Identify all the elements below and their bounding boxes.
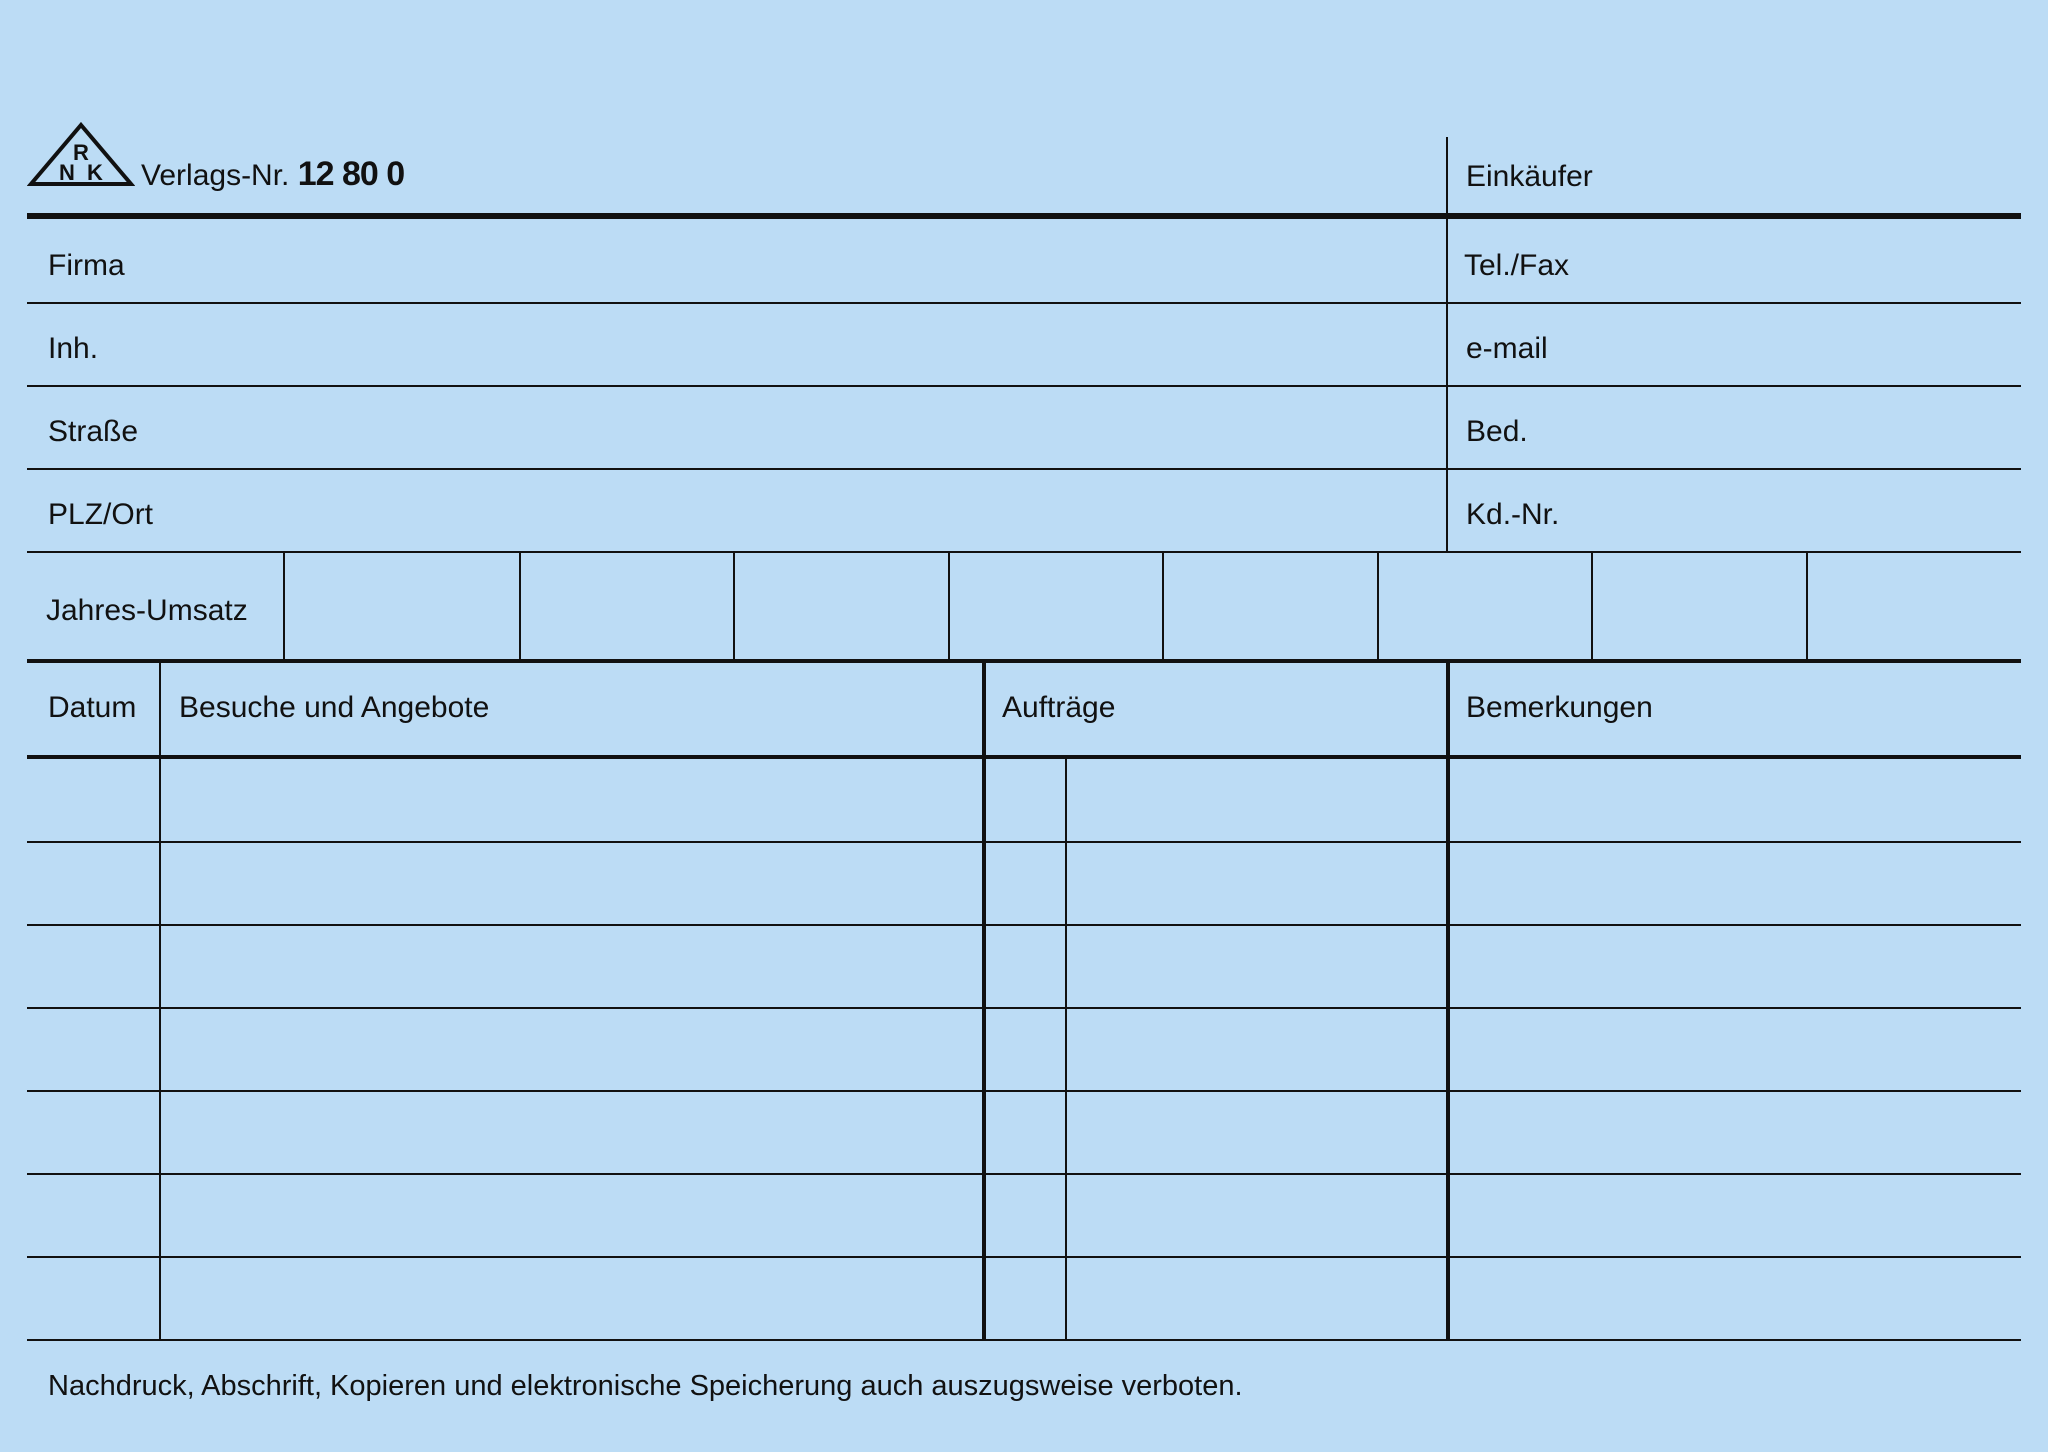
header-bemerkungen: Bemerkungen xyxy=(1466,691,1653,724)
svg-text:N: N xyxy=(59,160,75,185)
table-row-rule xyxy=(27,841,2021,843)
table-row-rule xyxy=(27,1173,2021,1175)
jahres-umsatz-label: Jahres-Umsatz xyxy=(46,594,248,627)
umsatz-bottom-rule xyxy=(27,659,2021,663)
footer-notice: Nachdruck, Abschrift, Kopieren und elektronische Speicherung auch auszugsweise verboten. xyxy=(48,1370,1243,1402)
verlags-number xyxy=(141,154,404,196)
field-inhaber: Inh. xyxy=(48,332,99,365)
right-divider xyxy=(1446,137,1448,552)
umsatz-cell-divider xyxy=(1591,552,1593,660)
row-rule xyxy=(27,302,2021,304)
table-row-rule xyxy=(27,924,2021,926)
row-rule xyxy=(27,385,2021,387)
col-divider-auftraege xyxy=(982,662,986,1341)
table-row-rule xyxy=(27,1256,2021,1258)
field-strasse: Straße xyxy=(48,415,139,448)
table-header-rule xyxy=(27,755,2021,759)
col-divider-auftraege-inner xyxy=(1065,757,1067,1341)
field-firma: Firma xyxy=(48,249,125,282)
field-plz-ort: PLZ/Ort xyxy=(48,498,154,531)
umsatz-cell-divider xyxy=(948,552,950,660)
row-rule xyxy=(27,468,2021,470)
umsatz-cell-divider xyxy=(1806,552,1808,660)
svg-text:R: R xyxy=(73,140,89,165)
rnk-logo xyxy=(27,122,135,190)
col-divider-datum xyxy=(159,662,161,1341)
table-row-rule xyxy=(27,1007,2021,1009)
umsatz-cell-divider xyxy=(519,552,521,660)
header-datum: Datum xyxy=(48,691,137,724)
header-auftraege: Aufträge xyxy=(1002,691,1116,724)
svg-text:K: K xyxy=(87,160,103,185)
field-bed: Bed. xyxy=(1466,415,1528,448)
table-bottom-rule xyxy=(27,1339,2021,1341)
einkaeufer-label: Einkäufer xyxy=(1466,160,1593,193)
field-kd-nr: Kd.-Nr. xyxy=(1466,498,1560,531)
verlags-value: 12 80 0 xyxy=(297,155,405,193)
verlags-label: Verlags-Nr. xyxy=(141,159,290,192)
table-row-rule xyxy=(27,1090,2021,1092)
row-rule xyxy=(27,551,2021,553)
umsatz-cell-divider xyxy=(1377,552,1379,660)
umsatz-cell-divider xyxy=(1162,552,1164,660)
umsatz-cell-divider xyxy=(733,552,735,660)
col-divider-bemerkungen xyxy=(1446,662,1450,1341)
field-email: e-mail xyxy=(1466,332,1548,365)
header-rule xyxy=(27,213,2021,219)
umsatz-cell-divider xyxy=(283,552,285,660)
header-besuche: Besuche und Angebote xyxy=(179,691,490,724)
field-tel-fax: Tel./Fax xyxy=(1464,249,1570,282)
